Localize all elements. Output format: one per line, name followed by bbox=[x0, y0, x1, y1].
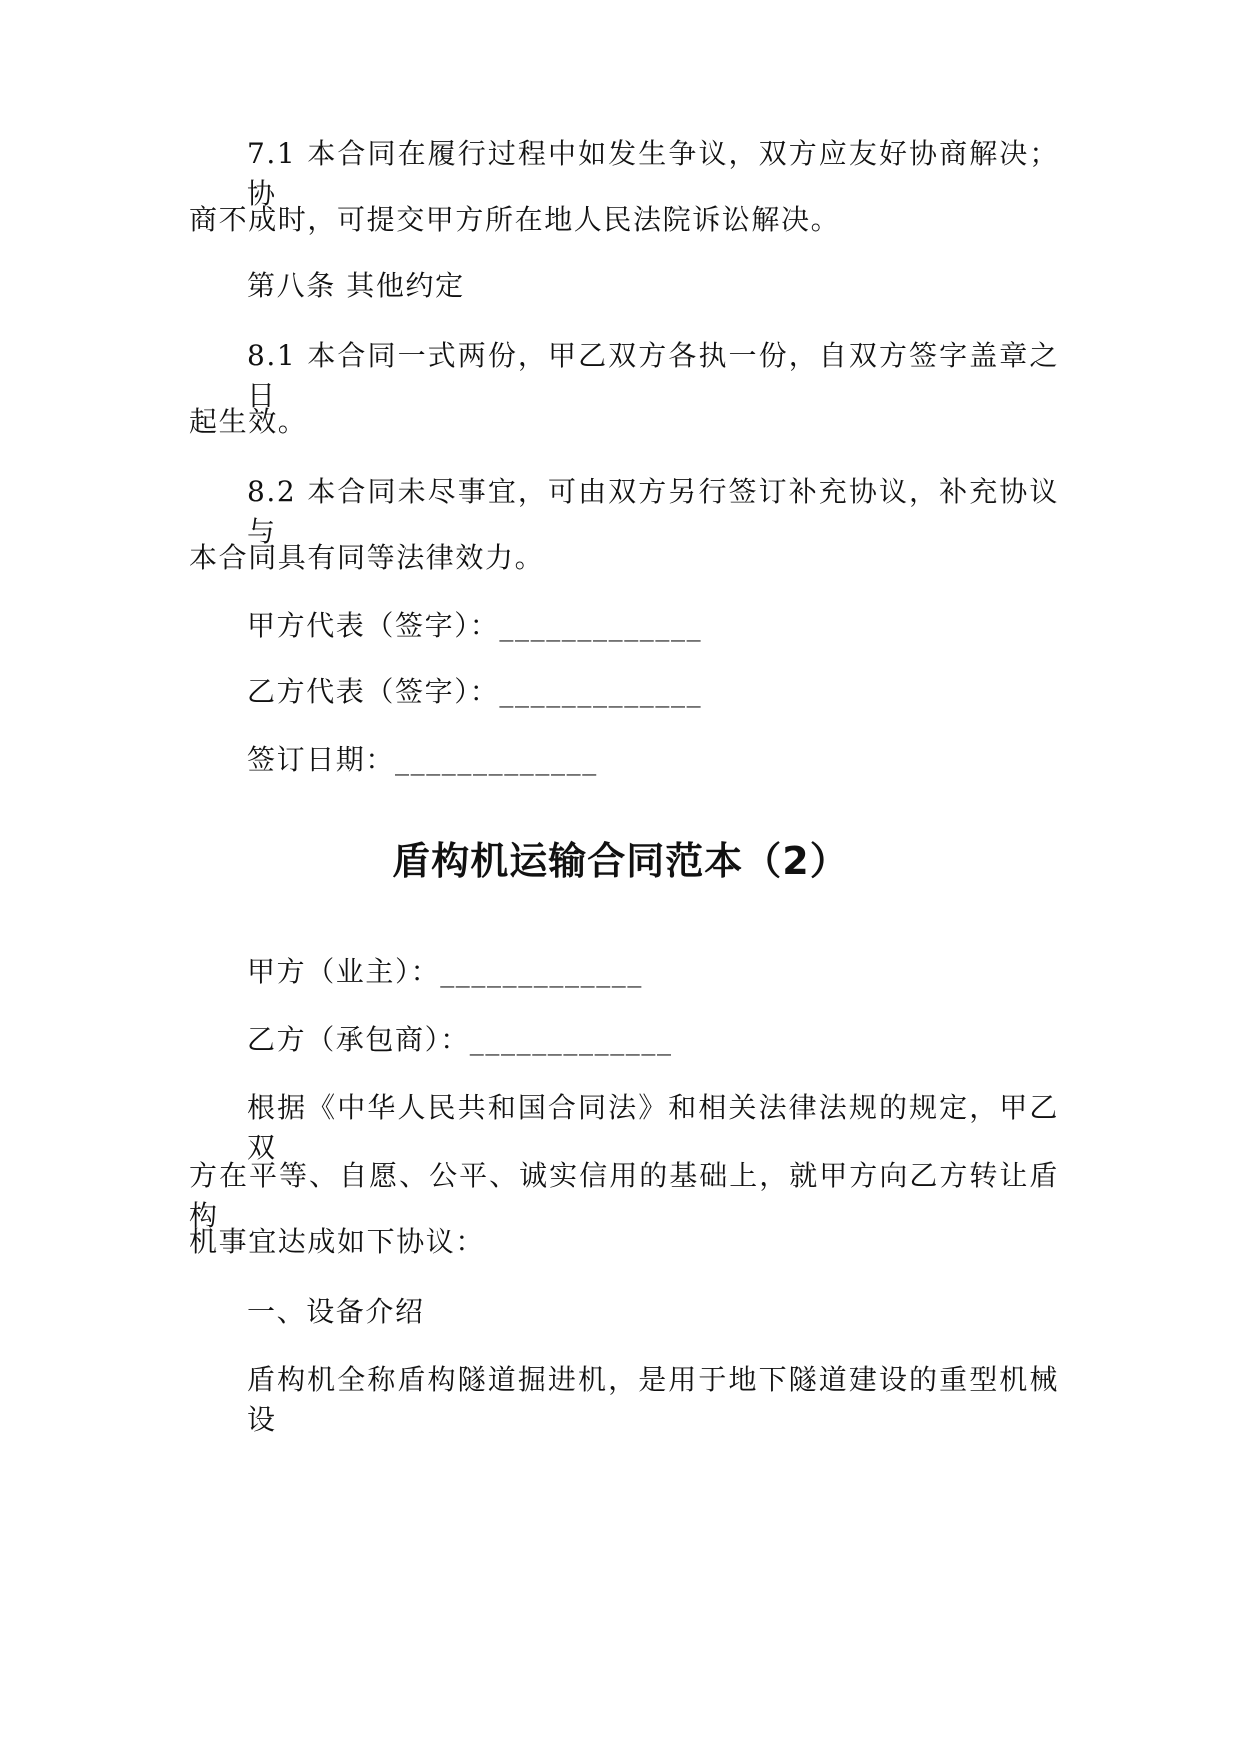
section-1-heading: 一、设备介绍 bbox=[247, 1295, 425, 1328]
contract-2-intro-line-3: 机事宜达成如下协议： bbox=[189, 1225, 486, 1258]
contract-2-party-a-line: 甲方（业主）：_____________ bbox=[247, 955, 644, 988]
contract-2-party-b-line: 乙方（承包商）：_____________ bbox=[247, 1023, 673, 1056]
signing-date-line: 签订日期：_____________ bbox=[247, 743, 598, 776]
clause-7-1-line-1: 7.1 本合同在履行过程中如发生争议，双方应友好协商解决；协 bbox=[247, 137, 1059, 210]
section-1-line-1: 盾构机全称盾构隧道掘进机，是用于地下隧道建设的重型机械设 bbox=[247, 1363, 1059, 1436]
contract-2-intro-line-2: 方在平等、自愿、公平、诚实信用的基础上，就甲方向乙方转让盾构 bbox=[189, 1159, 1059, 1232]
clause-8-2-line-2: 本合同具有同等法律效力。 bbox=[189, 541, 545, 574]
clause-8-1-line-2: 起生效。 bbox=[189, 405, 308, 438]
party-b-signature-line: 乙方代表（签字）：_____________ bbox=[247, 675, 703, 708]
clause-8-1-line-1: 8.1 本合同一式两份，甲乙双方各执一份，自双方签字盖章之日 bbox=[247, 339, 1059, 412]
party-a-signature-line: 甲方代表（签字）：_____________ bbox=[247, 609, 703, 642]
contract-2-title: 盾构机运输合同范本（2） bbox=[392, 839, 849, 883]
clause-7-1-line-2: 商不成时，可提交甲方所在地人民法院诉讼解决。 bbox=[189, 203, 841, 236]
contract-2-intro-line-1: 根据《中华人民共和国合同法》和相关法律法规的规定，甲乙双 bbox=[247, 1091, 1059, 1164]
article-8-heading: 第八条 其他约定 bbox=[247, 269, 465, 302]
clause-8-2-line-1: 8.2 本合同未尽事宜，可由双方另行签订补充协议，补充协议与 bbox=[247, 475, 1059, 548]
